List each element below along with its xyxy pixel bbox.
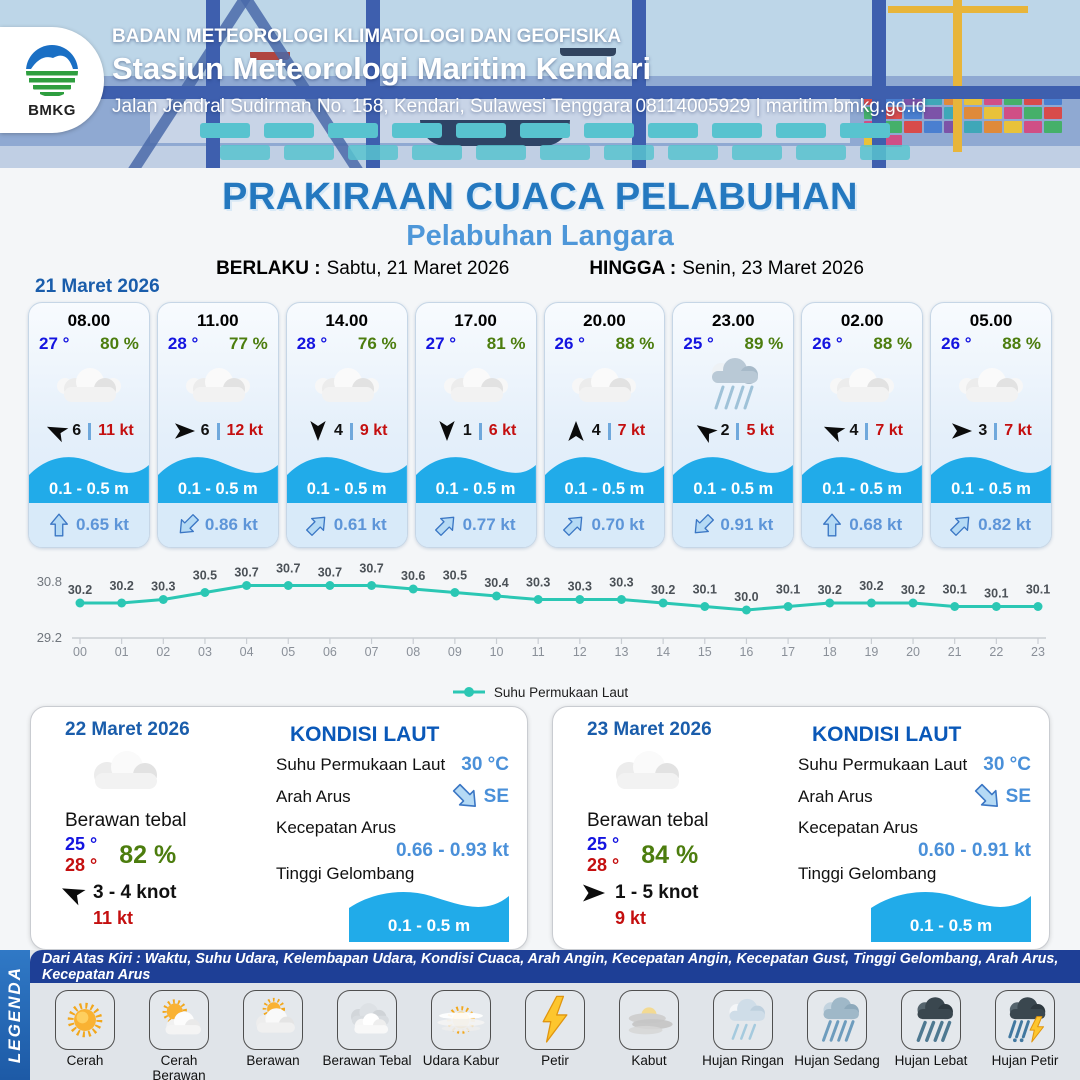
legend-icon-berawan-tebal — [337, 990, 397, 1050]
day1-date: 21 Maret 2026 — [35, 276, 160, 297]
wind-row — [29, 416, 149, 446]
svg-text:30.7: 30.7 — [234, 565, 259, 580]
sst-label: Suhu Permukaan Laut — [276, 755, 446, 774]
air-temperature: 28 ° — [296, 334, 328, 353]
weather-icon-berawan — [158, 354, 278, 416]
humidity-value: 88 % — [873, 334, 913, 353]
svg-text:20: 20 — [906, 645, 920, 659]
divider — [217, 423, 220, 440]
wind-row — [416, 416, 536, 446]
legend-items — [30, 983, 1080, 1080]
wind-speed: 6 — [72, 422, 82, 439]
valid-to-date: Senin, 23 Maret 2026 — [682, 258, 864, 279]
wind-row — [802, 416, 922, 446]
current-row — [29, 503, 149, 547]
legend-item-label: Cerah Berawan — [152, 1053, 206, 1080]
legend-item-label: Hujan Petir — [991, 1053, 1059, 1068]
svg-text:30.2: 30.2 — [67, 583, 93, 597]
forecast-card — [28, 302, 150, 548]
wave-height-label: Tinggi Gelombang — [798, 864, 937, 883]
temp-max: 28 ° — [65, 855, 98, 875]
legend-item-label: Cerah — [66, 1053, 104, 1068]
svg-text:17: 17 — [781, 645, 796, 659]
air-temperature: 27 ° — [425, 334, 457, 353]
forecast-card — [801, 302, 923, 548]
gust-speed: 7 kt — [1004, 422, 1032, 439]
legend-icon-petir — [525, 990, 585, 1050]
forecast-time: 02.00 — [840, 311, 884, 330]
hourly-forecast-row — [0, 302, 1080, 548]
legend-strip-label: LEGENDA — [5, 966, 24, 1064]
svg-text:30.2: 30.2 — [650, 583, 676, 597]
forecast-card — [415, 302, 537, 548]
legend-line-icon — [452, 686, 486, 698]
svg-text:09: 09 — [447, 645, 462, 659]
svg-text:30.1: 30.1 — [692, 582, 717, 597]
forecast-time: 17.00 — [454, 311, 497, 330]
legend-item — [603, 990, 695, 1080]
forecast-time: 08.00 — [67, 311, 111, 330]
current-speed-value: 0.66 - 0.93 kt — [395, 840, 509, 861]
svg-text:30.2: 30.2 — [817, 583, 842, 597]
gust-speed: 5 kt — [746, 422, 775, 439]
wave-height-value: 0.1 - 0.5 m — [909, 916, 993, 935]
wind-range: 1 - 5 knot — [615, 882, 699, 903]
bmkg-logo-text: BMKG — [28, 101, 76, 119]
humidity-value: 88 % — [615, 334, 655, 353]
current-row — [673, 503, 793, 547]
weather-icon-berawan-tebal — [77, 745, 254, 806]
svg-text:30.2: 30.2 — [109, 579, 134, 593]
forecast-card — [672, 302, 794, 548]
svg-text:00: 00 — [73, 645, 87, 659]
current-row — [931, 503, 1051, 547]
wave-height-band — [158, 451, 278, 503]
current-row — [545, 503, 665, 547]
svg-text:03: 03 — [198, 645, 212, 659]
svg-text:01: 01 — [114, 645, 129, 659]
weather-condition-label: Berawan tebal — [587, 810, 709, 831]
gust-speed: 11 kt — [93, 908, 134, 928]
wind-direction-icon — [56, 878, 89, 909]
legend-item — [697, 990, 789, 1080]
current-speed: 0.65 kt — [75, 515, 129, 534]
wave-height-label: Tinggi Gelombang — [276, 864, 415, 883]
port-name: Pelabuhan Langara — [406, 220, 674, 252]
wave-height-value: 0.1 - 0.5 m — [693, 480, 774, 498]
legend-icon-cerah-berawan — [149, 990, 209, 1050]
air-temperature: 27 ° — [39, 334, 70, 353]
legend-item — [415, 990, 507, 1080]
divider — [608, 423, 611, 440]
station-name: Stasiun Meteorologi Maritim Kendari — [112, 51, 652, 86]
sst-value: 30 °C — [461, 754, 509, 775]
humidity-value: 88 % — [1002, 334, 1041, 353]
svg-text:02: 02 — [156, 645, 171, 659]
svg-text:21: 21 — [947, 645, 962, 659]
wave-height-band — [416, 451, 536, 503]
current-row — [287, 503, 407, 547]
wind-speed: 2 — [720, 422, 730, 439]
current-speed: 0.91 kt — [720, 515, 774, 534]
svg-text:30.5: 30.5 — [442, 568, 468, 583]
weather-icon-berawan — [545, 354, 665, 416]
current-direction-label: Arah Arus — [798, 787, 873, 806]
current-row — [416, 503, 536, 547]
svg-text:30.4: 30.4 — [484, 576, 509, 590]
sea-conditions — [776, 719, 1031, 937]
svg-text:13: 13 — [614, 645, 629, 659]
wind-direction-icon — [818, 417, 848, 445]
divider — [994, 423, 997, 440]
current-row — [802, 503, 922, 547]
air-temperature: 25 ° — [683, 334, 714, 353]
header — [0, 0, 1080, 168]
wave-height-band — [349, 886, 509, 942]
legend-icon-berawan — [243, 990, 303, 1050]
gust-speed: 9 kt — [359, 422, 388, 439]
current-speed-value: 0.60 - 0.91 kt — [917, 840, 1031, 861]
svg-text:30.8: 30.8 — [36, 574, 62, 589]
current-direction-icon — [447, 779, 484, 816]
weather-icon-berawan — [287, 354, 407, 416]
page-title: PRAKIRAAN CUACA PELABUHAN — [222, 176, 858, 218]
legend-item-label: Hujan Sedang — [794, 1053, 880, 1068]
current-direction-icon — [945, 509, 978, 542]
daily-date: 23 Maret 2026 — [587, 719, 712, 740]
current-speed: 0.61 kt — [333, 515, 387, 534]
svg-text:04: 04 — [239, 645, 254, 659]
forecast-card — [286, 302, 408, 548]
legend-item-label: Hujan Lebat — [894, 1053, 968, 1068]
valid-to-label: HINGGA : — [589, 258, 677, 279]
wave-height-band — [802, 451, 922, 503]
legend-item-label: Udara Kabur — [422, 1053, 500, 1068]
wind-direction-icon — [41, 417, 71, 445]
wind-direction-icon — [566, 419, 586, 443]
svg-text:30.0: 30.0 — [734, 590, 759, 604]
valid-from-date: Sabtu, 21 Maret 2026 — [326, 258, 510, 279]
sst-value: 30 °C — [983, 754, 1031, 775]
current-speed: 0.70 kt — [591, 515, 645, 534]
forecast-time: 14.00 — [325, 311, 368, 330]
current-direction-icon — [300, 509, 333, 542]
legend-item — [979, 990, 1071, 1080]
sea-conditions-heading: KONDISI LAUT — [290, 723, 440, 746]
humidity-value: 89 % — [744, 334, 784, 353]
humidity-value: 77 % — [229, 334, 268, 353]
gust-speed: 6 kt — [488, 422, 517, 439]
wind-direction-icon — [581, 882, 607, 904]
svg-text:30.2: 30.2 — [859, 579, 884, 593]
current-direction-value: SE — [1005, 786, 1031, 807]
weather-icon-berawan — [931, 354, 1051, 416]
svg-text:30.3: 30.3 — [567, 579, 592, 594]
svg-text:29.2: 29.2 — [36, 630, 62, 645]
legend-item-label: Berawan Tebal — [322, 1053, 412, 1068]
forecast-time: 05.00 — [969, 311, 1013, 330]
humidity-value: 81 % — [486, 334, 526, 353]
legend-item — [227, 990, 319, 1080]
legend-strip — [0, 950, 30, 1080]
svg-text:10: 10 — [489, 645, 504, 659]
wind-row — [158, 416, 278, 446]
legend-item-label: Berawan — [246, 1053, 300, 1068]
current-speed: 0.86 kt — [204, 515, 258, 534]
gust-speed: 12 kt — [226, 422, 263, 439]
svg-text:12: 12 — [572, 645, 587, 659]
daily-summary-row — [0, 700, 1080, 950]
sea-conditions-heading: KONDISI LAUT — [812, 723, 962, 746]
svg-text:22: 22 — [989, 645, 1004, 659]
legend-note: Dari Atas Kiri : Waktu, Suhu Udara, Kelembapan Udara, Kondisi Cuaca, Arah Angin, Kecepatan Angin, Kecepatan Gust, Tinggi Gelombang, Arah Arus, Kecepatan Arus — [42, 950, 1059, 983]
legend-item — [133, 990, 225, 1080]
svg-text:30.7: 30.7 — [359, 561, 384, 576]
legend-note-bar — [30, 950, 1080, 983]
wind-row — [931, 416, 1051, 446]
weather-icon-hujan-sedang — [673, 354, 793, 416]
weather-icon-berawan — [29, 354, 149, 416]
wave-height-value: 0.1 - 0.5 m — [177, 480, 258, 498]
wave-height-band — [871, 886, 1031, 942]
svg-text:11: 11 — [531, 645, 545, 659]
legend-icon-kabut — [619, 990, 679, 1050]
current-speed-label: Kecepatan Arus — [798, 818, 919, 837]
humidity-value: 76 % — [357, 334, 397, 353]
svg-text:30.6: 30.6 — [401, 569, 426, 583]
forecast-time: 23.00 — [712, 311, 755, 330]
legend-icon-cerah — [55, 990, 115, 1050]
svg-text:23: 23 — [1031, 645, 1045, 659]
title-block — [0, 168, 1080, 279]
legend-item-label: Kabut — [631, 1053, 667, 1068]
current-direction-icon — [172, 509, 205, 542]
svg-text:07: 07 — [364, 645, 379, 659]
divider — [479, 423, 482, 440]
wind-row — [545, 416, 665, 446]
legend-item — [791, 990, 883, 1080]
wave-height-band — [287, 451, 407, 503]
current-speed: 0.77 kt — [462, 515, 516, 534]
wind-speed: 6 — [200, 422, 210, 439]
wind-direction-icon — [950, 421, 974, 441]
current-direction-label: Arah Arus — [276, 787, 351, 806]
wave-height-band — [673, 451, 793, 503]
temp-max: 28 ° — [587, 855, 620, 875]
humidity-value: 80 % — [100, 334, 139, 353]
wind-direction-icon — [689, 416, 720, 446]
current-direction-icon — [49, 512, 69, 538]
weather-condition-label: Berawan tebal — [65, 810, 187, 831]
svg-text:30.3: 30.3 — [609, 575, 634, 590]
svg-text:30.7: 30.7 — [276, 561, 301, 576]
current-direction-icon — [687, 509, 720, 542]
wind-speed: 4 — [849, 422, 859, 439]
wave-height-band — [545, 451, 665, 503]
svg-text:19: 19 — [864, 645, 879, 659]
wind-direction-icon — [437, 419, 457, 443]
current-direction-value: SE — [483, 786, 509, 807]
wave-height-band — [931, 451, 1051, 503]
legend-item — [509, 990, 601, 1080]
svg-text:18: 18 — [822, 645, 837, 659]
daily-card — [30, 706, 528, 950]
svg-text:30.1: 30.1 — [775, 582, 801, 597]
agency-name: BADAN METEOROLOGI KLIMATOLOGI DAN GEOFISIKA — [112, 26, 622, 47]
sst-label: Suhu Permukaan Laut — [798, 755, 968, 774]
current-speed-label: Kecepatan Arus — [276, 818, 397, 837]
wave-height-value: 0.1 - 0.5 m — [49, 480, 129, 498]
svg-text:15: 15 — [697, 645, 712, 659]
station-address: Jalan Jendral Sudirman No. 158, Kendari, Sulawesi Tenggara 08114005929 | maritim.bmkg.go.id — [112, 96, 927, 117]
svg-text:05: 05 — [281, 645, 296, 659]
current-speed: 0.68 kt — [849, 515, 903, 534]
temp-min: 25 ° — [65, 834, 98, 854]
bmkg-logo-icon — [23, 42, 81, 100]
svg-text:30.3: 30.3 — [526, 575, 551, 590]
sst-chart-section — [0, 548, 1080, 700]
legend-item-label: Petir — [541, 1053, 569, 1068]
forecast-time: 11.00 — [197, 311, 239, 330]
forecast-card — [544, 302, 666, 548]
divider — [865, 423, 868, 440]
wave-height-band — [29, 451, 149, 503]
bmkg-logo — [0, 27, 104, 133]
gust-speed: 9 kt — [615, 908, 647, 928]
legend-icon-hujan-petir — [995, 990, 1055, 1050]
temp-min: 25 ° — [587, 834, 620, 854]
current-speed: 0.82 kt — [978, 515, 1032, 534]
divider — [736, 423, 739, 440]
svg-text:30.1: 30.1 — [984, 586, 1009, 601]
daily-date: 22 Maret 2026 — [65, 719, 190, 740]
svg-text:30.3: 30.3 — [151, 579, 176, 594]
forecast-card — [157, 302, 279, 548]
forecast-card — [930, 302, 1052, 548]
legend-item — [885, 990, 977, 1080]
gust-speed: 7 kt — [617, 422, 646, 439]
svg-text:14: 14 — [656, 645, 671, 659]
svg-text:16: 16 — [739, 645, 754, 659]
chart-legend-label: Suhu Permukaan Laut — [493, 684, 629, 700]
divider — [350, 423, 353, 440]
legend-section — [0, 950, 1080, 1080]
wave-height-value: 0.1 - 0.5 m — [564, 480, 645, 498]
gust-speed: 11 kt — [98, 422, 134, 439]
sea-conditions — [254, 719, 509, 937]
current-direction-icon — [969, 779, 1006, 816]
weather-icon-berawan — [416, 354, 536, 416]
air-temperature: 26 ° — [941, 334, 972, 353]
svg-text:30.7: 30.7 — [317, 565, 343, 580]
legend-item — [321, 990, 413, 1080]
wind-row — [287, 416, 407, 446]
legend-item-label: Hujan Ringan — [702, 1053, 784, 1068]
sst-line-chart — [0, 556, 1080, 674]
valid-from-label: BERLAKU : — [216, 258, 321, 279]
humidity-value: 84 % — [641, 840, 699, 869]
wave-height-value: 0.1 - 0.5 m — [951, 480, 1031, 498]
wave-height-value: 0.1 - 0.5 m — [387, 916, 471, 935]
humidity-value: 82 % — [119, 840, 177, 869]
divider — [88, 423, 91, 440]
air-temperature: 28 ° — [167, 334, 199, 353]
wind-speed: 4 — [333, 422, 343, 439]
wind-speed: 1 — [462, 422, 472, 439]
svg-text:30.1: 30.1 — [942, 582, 967, 597]
legend-icon-hujan-sedang — [807, 990, 867, 1050]
wind-direction-icon — [173, 421, 197, 441]
wind-speed: 3 — [978, 422, 988, 439]
wind-speed: 4 — [591, 422, 601, 439]
wave-height-value: 0.1 - 0.5 m — [822, 480, 903, 498]
daily-card — [552, 706, 1050, 950]
wind-row — [673, 416, 793, 446]
legend-icon-hujan-lebat — [901, 990, 961, 1050]
svg-text:30.5: 30.5 — [192, 568, 218, 583]
svg-text:30.1: 30.1 — [1025, 582, 1051, 597]
weather-icon-berawan-tebal — [599, 745, 776, 806]
current-row — [158, 503, 278, 547]
legend-icon-udara-kabur — [431, 990, 491, 1050]
wind-direction-icon — [308, 419, 328, 443]
gust-speed: 7 kt — [875, 422, 903, 439]
legend-icon-hujan-ringan — [713, 990, 773, 1050]
current-direction-icon — [822, 512, 842, 538]
current-direction-icon — [429, 509, 462, 542]
air-temperature: 26 ° — [554, 334, 585, 353]
wave-height-value: 0.1 - 0.5 m — [306, 480, 387, 498]
legend-item — [39, 990, 131, 1080]
svg-text:08: 08 — [406, 645, 421, 659]
wave-height-value: 0.1 - 0.5 m — [435, 480, 516, 498]
wind-range: 3 - 4 knot — [93, 882, 177, 903]
weather-icon-berawan — [802, 354, 922, 416]
svg-text:30.2: 30.2 — [900, 583, 926, 597]
air-temperature: 26 ° — [812, 334, 843, 353]
svg-text:06: 06 — [322, 645, 337, 659]
current-direction-icon — [558, 509, 591, 542]
forecast-time: 20.00 — [583, 311, 626, 330]
